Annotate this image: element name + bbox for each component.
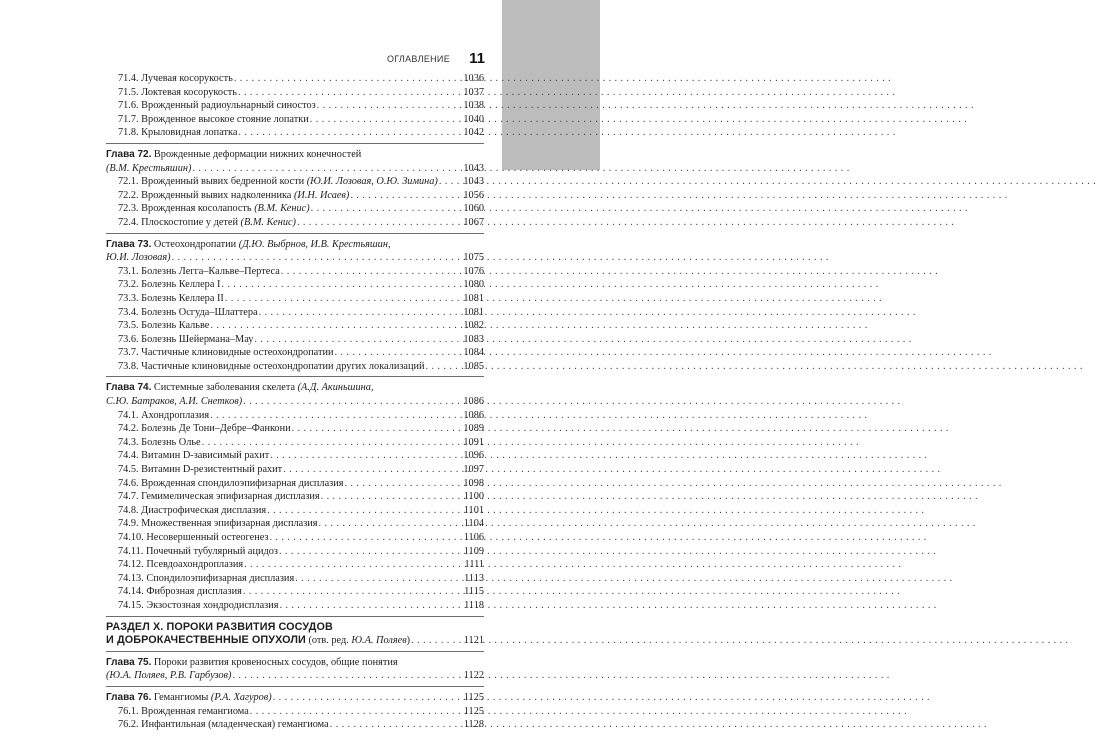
divider [106, 616, 484, 617]
chapter-heading: Глава 74. Системные заболевания скелета (А.Д. Акиньшина, [106, 382, 374, 394]
divider [106, 686, 484, 687]
toc-entry: 72.4. Плоскостопие у детей (В.М. Кенис) . . . 1067 [106, 216, 484, 230]
chapter-72 [106, 148, 484, 230]
page-number: 11 [469, 50, 485, 67]
toc-entry: 74.13. Спондилоэпифизарная дисплазия . . . 1113 [106, 572, 484, 586]
header-label: ОГЛАВЛЕНИЕ [386, 54, 450, 64]
toc-entry: 73.7. Частичные клиновидные остеохондропатии . . . 1084 [106, 346, 484, 360]
toc-entry: 74.11. Почечный тубулярный ацидоз . . . 1109 [106, 545, 484, 559]
toc-entry: 73.8. Частичные клиновидные остеохондропатии других локализаций . . . 1085 [106, 360, 484, 374]
toc-entry: 74.14. Фиброзная дисплазия . . . 1115 [106, 585, 484, 599]
chapter-heading: Глава 75. Пороки развития кровеносных сосудов, общие понятия [106, 656, 398, 668]
toc-entry: 74.15. Экзостозная хондродисплазия . . . 1118 [106, 599, 484, 613]
toc-entry: 71.4. Лучевая косорукость . . . 1036 [106, 72, 484, 86]
entry-page: 1043 [463, 162, 484, 174]
toc-entry: 74.8. Диастрофическая дисплазия . . . 1101 [106, 504, 484, 518]
entry-page: 1037 [463, 86, 484, 98]
divider [106, 376, 484, 377]
toc-entry: 74.5. Витамин D-резистентный рахит . . . 1097 [106, 463, 484, 477]
entry-page: 1040 [463, 113, 484, 125]
chapter-heading: Глава 72. Врожденные деформации нижних конечностей [106, 148, 362, 160]
toc-entry: 72.1. Врожденный вывих бедренной кости (Ю.И. Лозовая, О.Ю. Зимина) . . . 1043 [106, 175, 484, 189]
toc-entry: 73.2. Болезнь Келлера I . . . 1080 [106, 278, 484, 292]
running-header [0, 50, 485, 70]
chapter-authors-line: С.Ю. Батраков, А.И. Снетков) . . . 1086 [106, 395, 484, 409]
divider [106, 233, 484, 234]
toc-entry: 73.4. Болезнь Осгуда–Шлаттера . . . 1081 [106, 306, 484, 320]
toc-entry: 76.1. Врожденная гемангиома . . . 1125 [106, 705, 484, 719]
chapter-73 [106, 238, 484, 374]
chapter-75 [106, 656, 484, 683]
entry-page: 1038 [463, 100, 484, 112]
toc-entry: 73.1. Болезнь Легга–Кальве–Пертеса . . . 1076 [106, 265, 484, 279]
chapter-authors-line: (В.М. Крестьяшин) . . . 1043 [106, 162, 484, 176]
toc-entry: 72.2. Врожденный вывих надколенника (И.Н. Исаев) . . . 1056 [106, 189, 484, 203]
toc-entry: 74.2. Болезнь Де Тони–Дебре–Фанкони . . . 1089 [106, 422, 484, 436]
toc-entry: 74.10. Несовершенный остеогенез . . . 1106 [106, 531, 484, 545]
toc-entry: 72.3. Врожденная косолапость (В.М. Кенис) . . . 1060 [106, 202, 484, 216]
chapter-authors-line: Ю.И. Лозовая) . . . 1075 [106, 251, 484, 265]
entry-page: 1036 [463, 73, 484, 84]
chapter-heading: Глава 73. Остеохондропатии (Д.Ю. Выбрнов, И.В. Крестьяшин, [106, 238, 391, 250]
toc-entry: 71.7. Врожденное высокое стояние лопатки . . . 1040 [106, 113, 484, 127]
toc-entry: 73.5. Болезнь Кальве . . . 1082 [106, 319, 484, 333]
list-top-items [106, 72, 484, 140]
toc-entry: 71.6. Врожденный радиоульнарный синостоз . . . 1038 [106, 99, 484, 113]
page-edge-tab [502, 0, 600, 170]
toc-entry: 74.3. Болезнь Олье . . . 1091 [106, 436, 484, 450]
toc-entry: 74.1. Ахондроплазия . . . 1086 [106, 409, 484, 423]
chapter-74 [106, 381, 484, 612]
toc-entry: 71.8. Крыловидная лопатка . . . 1042 [106, 126, 484, 140]
chapter-authors-line: (Ю.А. Поляев, Р.В. Гарбузов) . . . 1122 [106, 669, 484, 683]
toc-entry: 74.7. Гемимелическая эпифизарная дисплазия . . . 1100 [106, 490, 484, 504]
toc-entry: 74.9. Множественная эпифизарная дисплазия . . . 1104 [106, 517, 484, 531]
toc-entry: 74.6. Врожденная спондилоэпифизарная дисплазия . . . 1098 [106, 477, 484, 491]
toc-entry: 74.12. Псевдоахондроплазия . . . 1111 [106, 558, 484, 572]
table-of-contents [106, 72, 484, 732]
divider [106, 651, 484, 652]
chapter-76 [106, 691, 484, 732]
toc-entry: 76.2. Инфантильная (младенческая) гемангиома . . . 1128 [106, 718, 484, 732]
toc-entry: 71.5. Локтевая косорукость . . . 1037 [106, 86, 484, 100]
chapter-heading: Глава 76. Гемангиомы (Р.А. Хагуров) . . . 1125 [106, 691, 484, 705]
section-heading: РАЗДЕЛ X. ПОРОКИ РАЗВИТИЯ СОСУДОВ [106, 620, 333, 633]
toc-entry: 74.4. Витамин D-зависимый рахит . . . 1096 [106, 449, 484, 463]
toc-entry: 73.3. Болезнь Келлера II . . . 1081 [106, 292, 484, 306]
section-heading-line: И ДОБРОКАЧЕСТВЕННЫЕ ОПУХОЛИ (отв. ред. Ю.А. Поляев) . . . 1121 [106, 634, 484, 648]
divider [106, 143, 484, 144]
toc-entry: 73.6. Болезнь Шейермана–Мау . . . 1083 [106, 333, 484, 347]
entry-page: 1042 [463, 127, 484, 139]
section-10 [106, 621, 484, 648]
